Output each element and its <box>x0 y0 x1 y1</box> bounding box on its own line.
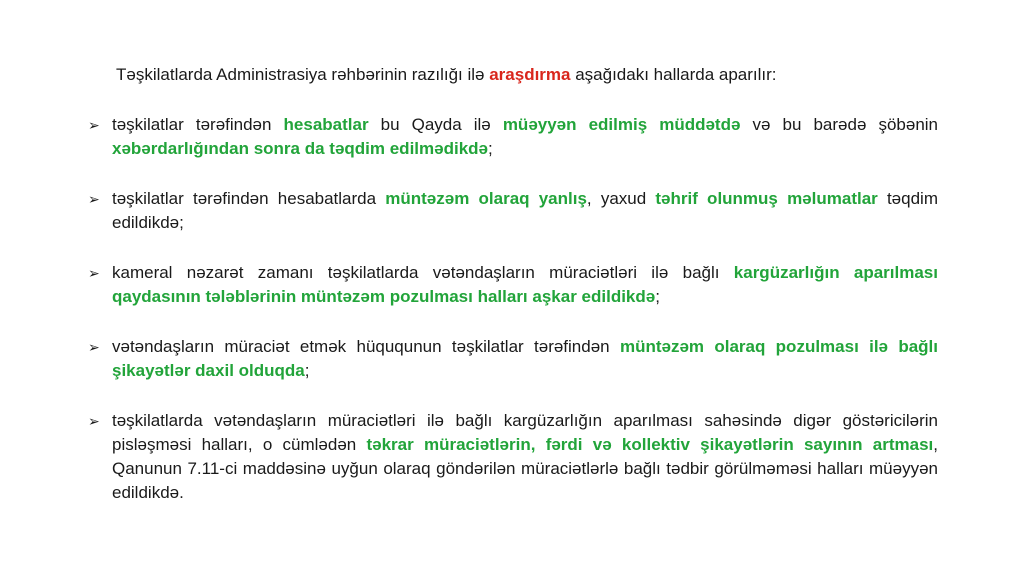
bullet-highlight: kargüzarlığın aparılması qaydasının tələblərinin müntəzəm pozulması halları aşkar edildikdə <box>112 263 938 306</box>
bullet-text: vətəndaşların müraciət etmək hüququnun təşkilatlar tərəfindən <box>112 337 620 356</box>
bullet-highlight: xəbərdarlığından sonra da təqdim edilmədikdə <box>112 139 488 158</box>
intro-highlight: araşdırma <box>489 65 571 84</box>
bullet-highlight: müəyyən edilmiş müddətdə <box>502 115 741 134</box>
bullet-text: , Qanunun 7.11-ci maddəsinə uyğun olaraq göndərilən müraciətlərlə bağlı tədbir görülməməsi halları müəyyən edildikdə. <box>112 435 938 502</box>
bullet-highlight: hesabatlar <box>283 115 369 134</box>
bullet-item <box>88 113 938 161</box>
bullet-text: , yaxud <box>586 189 656 208</box>
intro-text-before: Təşkilatlarda Administrasiya rəhbərinin razılığı ilə <box>116 65 490 84</box>
bullet-highlight: təkrar müraciətlərin, fərdi və kollektiv şikayətlərin sayının artması <box>366 435 934 454</box>
bullet-item <box>88 409 938 505</box>
bullet-highlight: təhrif olunmuş məlumatlar <box>655 189 878 208</box>
bullet-text: ; <box>304 361 310 380</box>
bullet-text: təşkilatlar tərəfindən <box>112 115 284 134</box>
bullet-item <box>88 187 938 235</box>
intro-paragraph <box>116 63 946 87</box>
bullet-text: ; <box>655 287 660 306</box>
arrow-bullet-icon: ➢ <box>88 265 100 281</box>
bullet-list <box>88 113 938 531</box>
bullet-text: təşkilatlarda vətəndaşların müraciətləri ilə bağlı kargüzarlığın aparılması sahəsində digər göstəricilərin pisləşməsi halları, o cümlədən <box>112 411 938 454</box>
bullet-text: bu Qayda ilə <box>368 115 503 134</box>
bullet-text: təşkilatlar tərəfindən hesabatlarda <box>112 189 386 208</box>
arrow-bullet-icon: ➢ <box>88 117 100 133</box>
bullet-item <box>88 335 938 383</box>
bullet-text: təqdim edildikdə; <box>112 189 938 232</box>
bullet-text: kameral nəzarət zamanı təşkilatlarda vətəndaşların müraciətləri ilə bağlı <box>112 263 734 282</box>
bullet-item <box>88 261 938 309</box>
arrow-bullet-icon: ➢ <box>88 339 100 355</box>
arrow-bullet-icon: ➢ <box>88 413 100 429</box>
bullet-highlight: müntəzəm olaraq yanlış <box>385 189 587 208</box>
bullet-text: ; <box>487 139 493 158</box>
intro-text-after: aşağıdakı hallarda aparılır: <box>570 65 777 84</box>
arrow-bullet-icon: ➢ <box>88 191 100 207</box>
bullet-highlight: müntəzəm olaraq pozulması ilə bağlı şikayətlər daxil olduqda <box>112 337 938 380</box>
bullet-text: və bu barədə şöbənin <box>740 115 939 134</box>
